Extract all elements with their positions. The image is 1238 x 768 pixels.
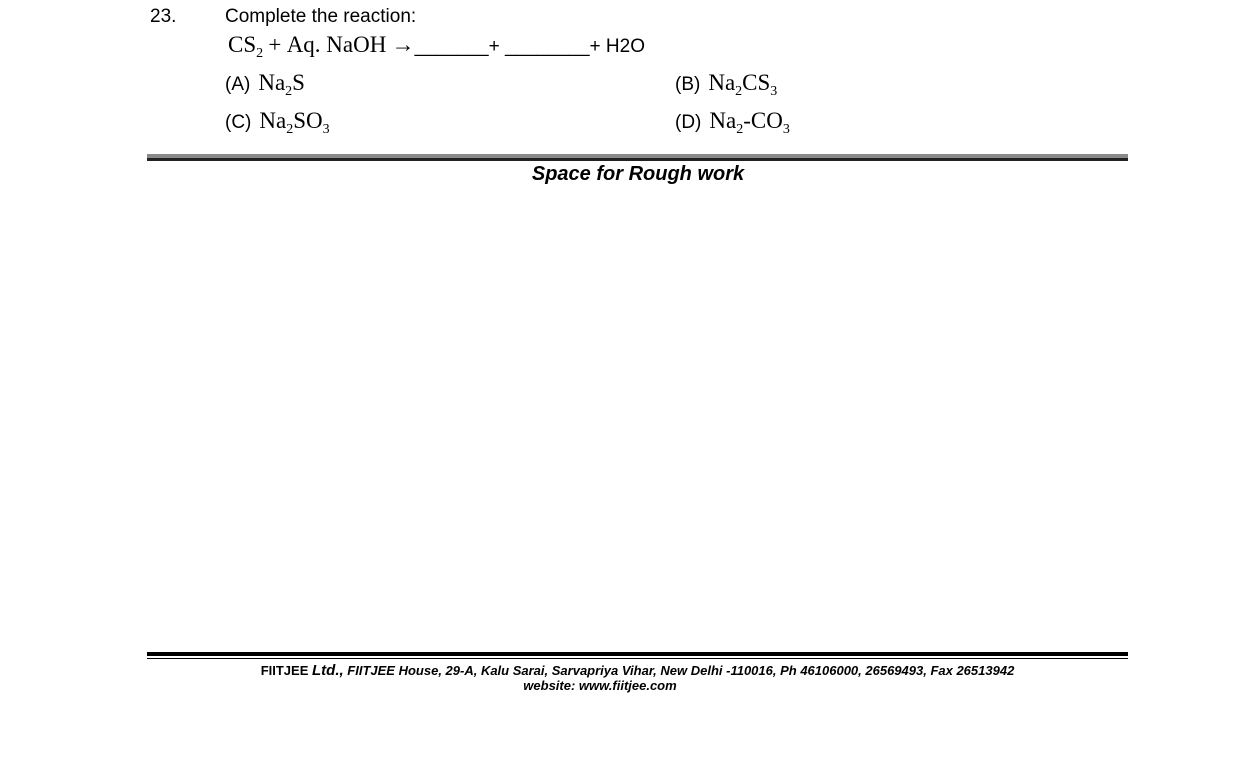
footer-address-text: FIITJEE House, 29-A, Kalu Sarai, Sarvapriya Vihar, New Delhi -110016, Ph 46106000, 26569493, Fax 26513942	[347, 663, 1015, 678]
plus-sign: +	[589, 36, 601, 57]
option-b[interactable]	[675, 70, 778, 99]
reactant-cs2: $CS_2$	[228, 32, 264, 61]
footer-address	[147, 662, 1128, 679]
blank-1: _______	[414, 36, 489, 57]
product-water: H2O	[605, 36, 645, 57]
arrow-icon: →	[391, 32, 415, 57]
option-d[interactable]	[675, 108, 790, 137]
option-label: (C)	[225, 112, 252, 133]
plus-sign: +	[488, 36, 500, 57]
question-text: Complete the reaction:	[225, 6, 417, 27]
divider-top-thin	[147, 158, 1128, 161]
rough-work-title: Space for Rough work	[531, 163, 745, 185]
option-formula: $Na_2CS_3$	[708, 70, 778, 99]
option-formula: $Na_2-CO_3$	[709, 108, 790, 137]
footer-ltd: Ltd.,	[312, 662, 344, 679]
footer-brand: FIITJEE	[260, 663, 309, 678]
divider-bottom-thick	[147, 652, 1128, 656]
option-label: (A)	[225, 74, 251, 95]
reactant-naoh: Aq. NaOH	[286, 32, 387, 57]
blank-2: ________	[504, 36, 590, 57]
option-formula: $Na_2S$	[258, 70, 305, 99]
option-label: (D)	[675, 112, 702, 133]
option-label: (B)	[675, 74, 701, 95]
divider-bottom-thin	[147, 658, 1128, 659]
question-number: 23.	[150, 6, 177, 27]
plus-sign: +	[268, 32, 282, 57]
option-a[interactable]	[225, 70, 305, 99]
reaction-equation	[228, 32, 645, 61]
option-c[interactable]	[225, 108, 330, 137]
footer-website: website: www.fiitjee.com	[523, 678, 677, 693]
option-formula: $Na_2SO_3$	[259, 108, 330, 137]
